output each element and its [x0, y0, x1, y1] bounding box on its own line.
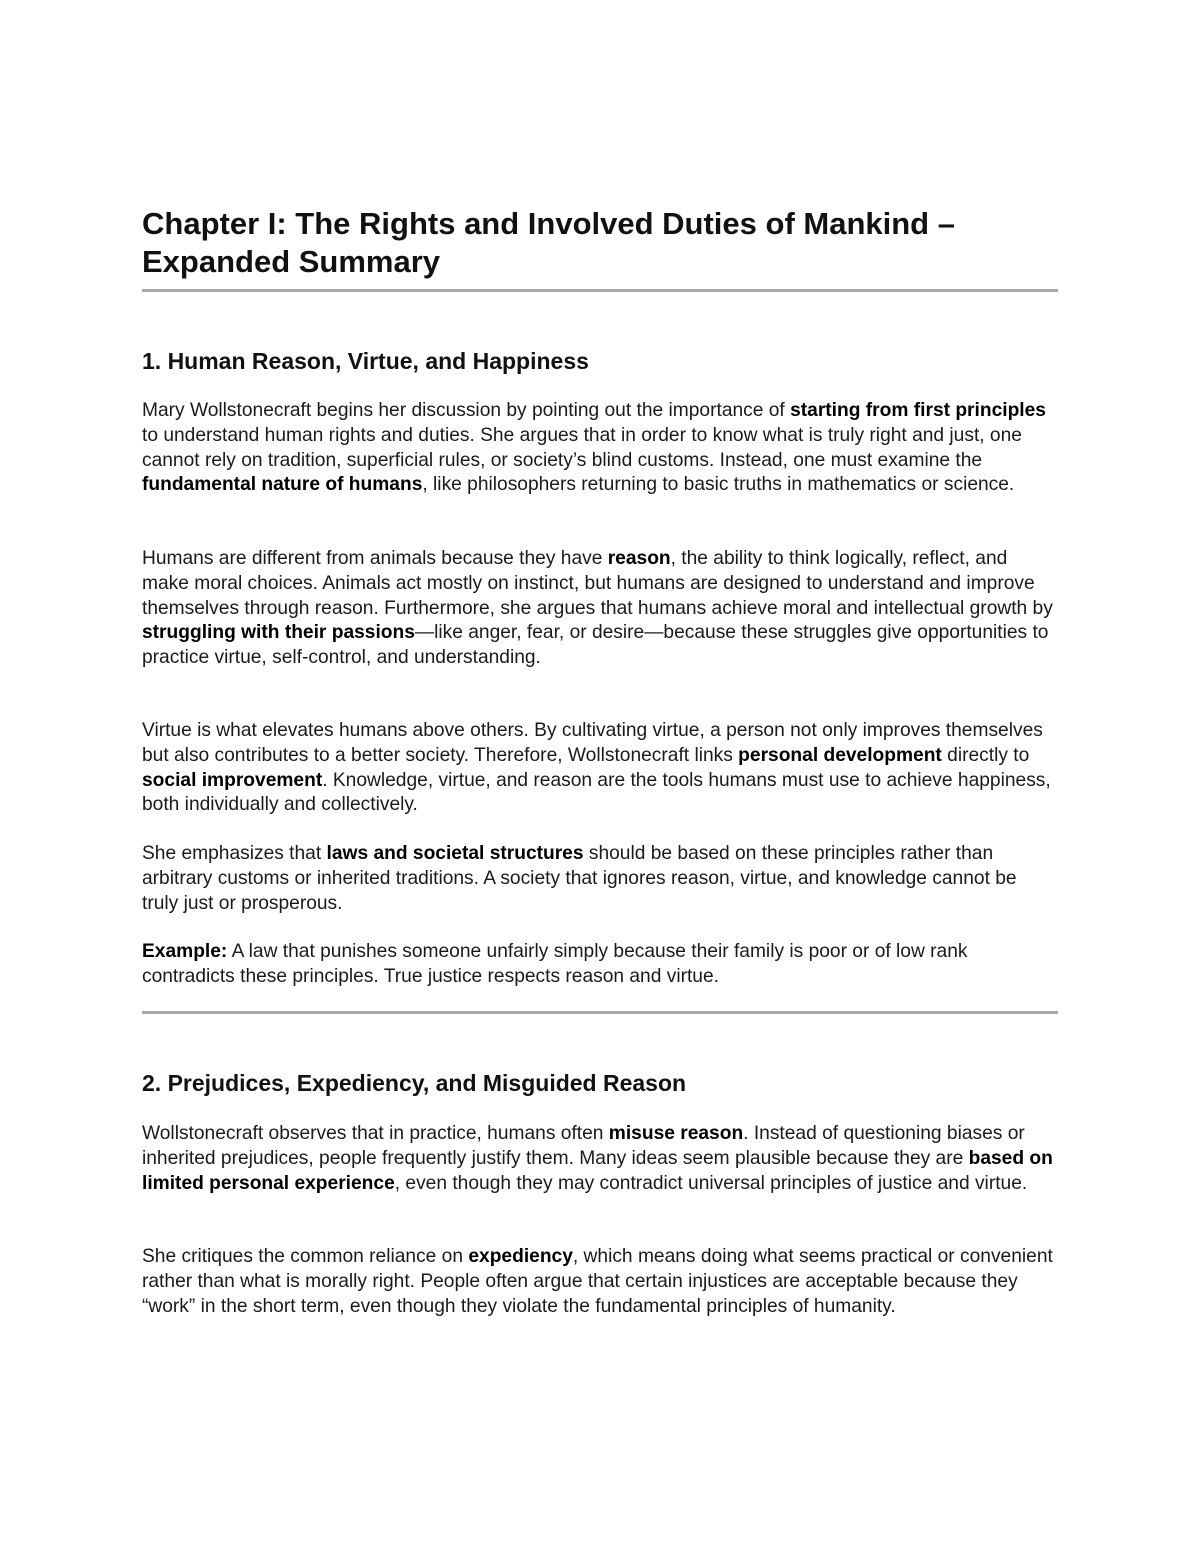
text-run: Wollstonecraft observes that in practice, humans often	[142, 1123, 609, 1144]
text-run: , which means doing what seems practical or convenient rather than what is morally right. People often argue that certain injustices are acceptable because they “work” in the short term, even though they violate the fundamental principles of humanity.	[142, 1246, 1053, 1317]
text-run: directly to	[941, 744, 1030, 766]
paragraph	[142, 1245, 1058, 1319]
example-paragraph	[142, 940, 1058, 990]
text-run: Mary Wollstonecraft begins her discussion by pointing out the importance of	[142, 400, 791, 421]
bold-text: starting from first principles	[790, 400, 1046, 421]
bold-text: personal development	[738, 744, 942, 766]
document-title: Chapter I: The Rights and Involved Duties of Mankind – Expanded Summary	[142, 206, 955, 279]
paragraph	[142, 399, 1058, 498]
title-divider	[142, 289, 1058, 292]
bold-text: expediency	[468, 1246, 573, 1267]
section-heading: 1. Human Reason, Virtue, and Happiness	[142, 348, 589, 374]
text-run: Virtue is what elevates humans above others. By cultivating virtue, a person not only improves themselves but also contributes to a better society. Therefore, Wollstonecraft links	[142, 720, 1043, 766]
text-run: , the ability to think logically, reflect, and make moral choices. Animals act mostly on instinct, but humans are designed to understand and improve themselves through reason. Furthermore, she argues that humans achieve moral and intellectual growth by	[142, 548, 1053, 619]
bold-text: fundamental nature of humans	[142, 474, 423, 496]
bold-text: reason	[607, 548, 671, 569]
paragraph	[142, 719, 1058, 818]
bold-text: Example:	[142, 941, 228, 962]
bold-text: laws and societal structures	[326, 843, 584, 864]
text-run: A law that punishes someone unfairly simply because their family is poor or of low rank contradicts these principles. True justice respects reason and virtue.	[142, 941, 968, 987]
text-run: to understand human rights and duties. She argues that in order to know what is truly right and just, one cannot rely on tradition, superficial rules, or society’s blind customs. Instead, one must examine the	[142, 424, 1022, 471]
text-run: . Instead of questioning biases or inherited prejudices, people frequently justify them. Many ideas seem plausible because they are	[142, 1123, 1025, 1169]
section-heading: 2. Prejudices, Expediency, and Misguided Reason	[142, 1070, 687, 1096]
bold-text: based on limited personal experience	[142, 1147, 1053, 1194]
text-run: should be based on these principles rather than arbitrary customs or inherited traditions. A society that ignores reason, virtue, and knowledge cannot be truly just or prosperous.	[142, 843, 1017, 914]
paragraph	[142, 842, 1058, 916]
bold-text: struggling with their passions	[142, 622, 415, 644]
text-run: Humans are different from animals because they have	[142, 548, 608, 569]
section-divider	[142, 1011, 1058, 1014]
text-run: . Knowledge, virtue, and reason are the tools humans must use to achieve happiness, both individually and collectively.	[142, 769, 1051, 816]
paragraph	[142, 1122, 1058, 1196]
text-run: She emphasizes that	[142, 843, 327, 864]
text-run: , like philosophers returning to basic truths in mathematics or science.	[422, 474, 1015, 496]
text-run: , even though they may contradict universal principles of justice and virtue.	[394, 1172, 1028, 1194]
bold-text: misuse reason	[608, 1123, 744, 1144]
bold-text: social improvement	[142, 769, 323, 791]
paragraph	[142, 547, 1058, 671]
text-run: —like anger, fear, or desire—because these struggles give opportunities to practice virtue, self-control, and understanding.	[142, 622, 1049, 669]
text-run: She critiques the common reliance on	[142, 1246, 469, 1267]
